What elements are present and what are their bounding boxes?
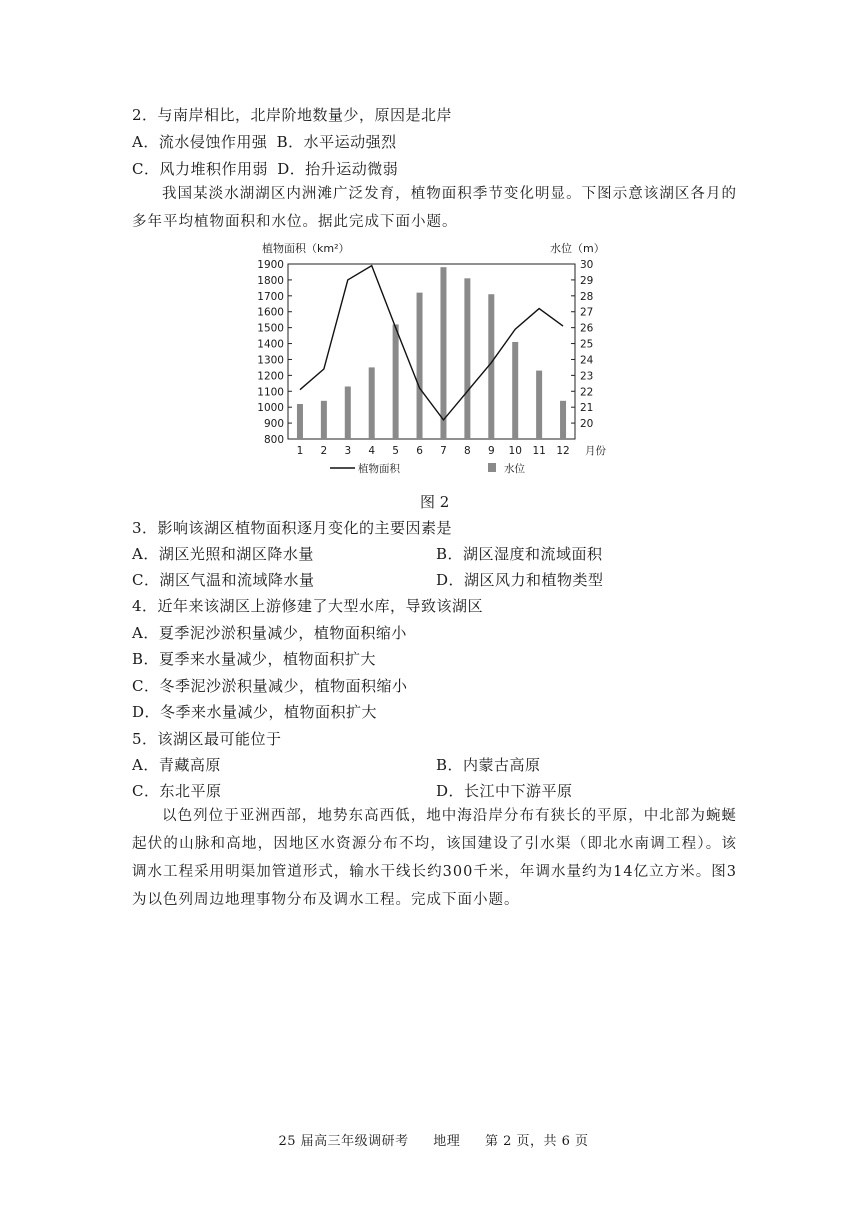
left-tick-label: 1100 xyxy=(257,386,284,399)
left-tick-label: 1800 xyxy=(257,274,284,287)
q3-stem: 3．影响该湖区植物面积逐月变化的主要因素是 xyxy=(132,519,453,537)
x-tick-label: 3 xyxy=(344,445,352,457)
bar-month-2 xyxy=(321,401,327,439)
legend-line-label: 植物面积 xyxy=(358,463,400,475)
bar-month-8 xyxy=(464,278,470,439)
q5-stem: 5．该湖区最可能位于 xyxy=(132,730,282,748)
intro-paragraph-2-text: 以色列位于亚洲西部，地势东高西低，地中海沿岸分布有狭长的平原，中北部为蜿蜒起伏的山脉和高地，因地区水资源分布不均，该国建设了引水渠（即北水南调工程）。该调水工程采用明渠加管道形式，输水干线长约300千米，年调水量约为14亿立方米。图3为以色列周边地理事物分布及调水工程。完成下面小题。 xyxy=(132,808,737,908)
left-tick-label: 800 xyxy=(263,434,284,446)
x-tick-label: 8 xyxy=(464,445,471,457)
q2-options-line1: A．流水侵蚀作用强 B．水平运动强烈 xyxy=(132,133,397,151)
q4-option-c: C．冬季泥沙淤积量减少，植物面积缩小 xyxy=(132,677,408,695)
q2-stem: 2．与南岸相比，北岸阶地数量少，原因是北岸 xyxy=(132,106,453,124)
q4-option-d: D．冬季来水量减少，植物面积扩大 xyxy=(132,703,378,721)
bar-month-11 xyxy=(536,371,542,439)
q5-option-b: B．内蒙古高原 xyxy=(436,756,541,774)
right-tick-label: 20 xyxy=(580,418,594,431)
q4-option-b: B．夏季来水量减少，植物面积扩大 xyxy=(132,650,377,668)
page-footer xyxy=(0,1130,867,1149)
q3-option-a: A．湖区光照和湖区降水量 xyxy=(132,545,314,563)
right-tick-label: 27 xyxy=(580,306,594,319)
left-tick-label: 1200 xyxy=(257,370,284,383)
bar-month-1 xyxy=(297,404,303,439)
x-tick-label: 6 xyxy=(416,445,423,457)
right-tick-label: 25 xyxy=(580,338,594,351)
q5-option-d: D．长江中下游平原 xyxy=(436,782,573,800)
x-tick-label: 7 xyxy=(440,445,447,457)
x-tick-label: 11 xyxy=(532,445,546,457)
q3-option-d: D．湖区风力和植物类型 xyxy=(436,571,604,589)
bar-month-7 xyxy=(440,267,446,439)
q5-option-c: C．东北平原 xyxy=(132,782,222,800)
q4-stem: 4．近年来该湖区上游修建了大型水库，导致该湖区 xyxy=(132,597,484,615)
right-tick-label: 26 xyxy=(580,322,594,335)
legend-bar-label: 水位 xyxy=(504,463,525,475)
bar-month-5 xyxy=(393,324,399,439)
right-axis-label: 水位（m） xyxy=(550,242,605,255)
bar-month-3 xyxy=(345,387,351,440)
right-tick-label: 23 xyxy=(580,370,594,383)
right-tick-label: 22 xyxy=(580,386,594,399)
footer-exam: 25 届高三年级调研考 xyxy=(278,1134,409,1149)
right-tick-label: 28 xyxy=(580,290,594,303)
left-tick-label: 1500 xyxy=(257,322,284,335)
right-tick-label: 24 xyxy=(580,354,594,367)
intro-paragraph-1-text: 我国某淡水湖湖区内洲滩广泛发育，植物面积季节变化明显。下图示意该湖区各月的多年平均植物面积和水位。据此完成下面小题。 xyxy=(132,186,737,230)
x-tick-label: 12 xyxy=(556,445,570,457)
left-axis-label: 植物面积（km²） xyxy=(262,242,350,255)
bar-month-12 xyxy=(560,401,566,439)
left-tick-label: 1700 xyxy=(257,290,284,303)
legend-bar-swatch xyxy=(488,463,496,472)
bar-month-6 xyxy=(417,293,423,439)
left-tick-label: 900 xyxy=(263,418,284,431)
left-tick-label: 1600 xyxy=(257,306,284,319)
x-tick-label: 2 xyxy=(320,445,328,457)
right-tick-label: 30 xyxy=(580,259,594,271)
right-tick-label: 21 xyxy=(580,402,594,415)
left-tick-label: 1900 xyxy=(257,259,284,271)
q2-options-line2: C．风力堆积作用弱 D．抬升运动微弱 xyxy=(132,160,399,178)
q4-option-a: A．夏季泥沙淤积量减少，植物面积缩小 xyxy=(132,624,407,642)
left-tick-label: 1300 xyxy=(257,354,284,367)
x-tick-label: 10 xyxy=(508,445,522,457)
combo-chart xyxy=(240,236,620,481)
x-unit-label: 月份 xyxy=(585,445,606,457)
x-tick-label: 9 xyxy=(487,445,495,457)
q3-option-b: B．湖区湿度和流域面积 xyxy=(436,545,603,563)
bar-month-4 xyxy=(369,367,375,439)
x-tick-label: 1 xyxy=(296,445,304,457)
right-tick-label: 29 xyxy=(580,274,594,287)
footer-subject: 地理 xyxy=(433,1134,461,1149)
footer-page: 第 2 页，共 6 页 xyxy=(484,1134,589,1149)
intro-paragraph-1 xyxy=(132,180,737,236)
left-tick-label: 1000 xyxy=(257,402,284,415)
left-tick-label: 1400 xyxy=(257,338,284,351)
x-tick-label: 5 xyxy=(392,445,399,457)
plot-frame xyxy=(288,264,575,439)
q3-option-c: C．湖区气温和流域降水量 xyxy=(132,571,315,589)
figure-caption: 图 2 xyxy=(420,493,450,511)
x-tick-label: 4 xyxy=(368,445,376,457)
bar-month-9 xyxy=(488,294,494,439)
bar-month-10 xyxy=(512,342,518,439)
intro-paragraph-2 xyxy=(132,802,737,914)
q5-option-a: A．青藏高原 xyxy=(132,756,221,774)
series-line xyxy=(300,266,563,420)
